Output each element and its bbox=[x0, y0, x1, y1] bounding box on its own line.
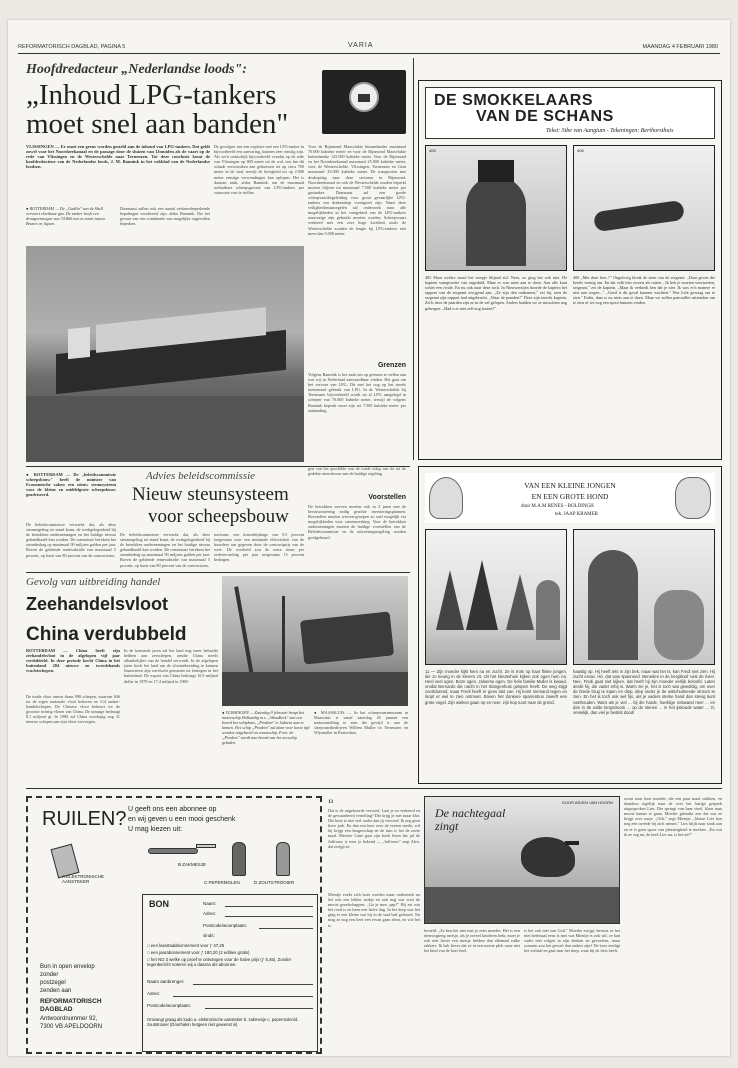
option-3-text: het NO 3 welke op proef te ontvangen voor de halve prijs (ƒ 5,45). Zonder tegenbericht noteren wij u daarna als abonnee. bbox=[147, 957, 292, 967]
comic-kleine-jongen bbox=[418, 466, 722, 784]
loods-logo bbox=[322, 70, 406, 134]
field-naam-input[interactable] bbox=[225, 906, 313, 907]
ad-left-6: DAGBLAD bbox=[40, 1006, 73, 1013]
lighter-icon bbox=[48, 838, 114, 878]
option-1[interactable]: □ een kwartaalabonnement voor ƒ 47,25 bbox=[147, 943, 225, 948]
story-col5: zwart naar haar moeder, die een paar maal snikken, en daardoor tegelijk naar de over het lastige gesprek uitgesproken Lies. Die springt van haar stoel, klaar naar mooie kamer te gaan. Moeder gebruikt een dat wat ze krijgt over zusje. „Och," zegt Mientje, „kleine Lies kan nog een tweede bij zich nemen." Lies blijft naar strak aan en er is geen spoor van plezierigheid te merken. „En wat ik ze zeg nu, de kerk Lies nu, is het uit?" bbox=[624, 796, 722, 837]
lead-col2: Daarnaast zullen ook een aantal verkeersbeperkende bepalingen voorbereid zijn, aldus Bannink. Die het gevaar van een combinatie van mogelijke ongevallen beperken. bbox=[120, 206, 210, 227]
bird-title: De nachtegaal zingt bbox=[435, 806, 506, 833]
bon-label: BON bbox=[149, 899, 169, 909]
ad-left-3: postzegel bbox=[40, 980, 66, 986]
gift-d-label: D ZOUTSTROOIER bbox=[254, 880, 295, 885]
china-rule bbox=[26, 572, 410, 573]
ad-left-panel bbox=[32, 894, 140, 1052]
advice-col2: tractsom, een kostenbijdrage van 9,5 procent toegestaan voor een minimale effectiviteit van de hoordere uur gegeven door de contractprijs van de werf. De overheid zou de extra steun per orderrecording per jaar toegestaan 13 procent bedragen. bbox=[214, 532, 304, 563]
comic1-panel-b-num: 406 bbox=[577, 148, 584, 153]
lead-col3: De gevolgen van een explosie met een LPG-tanker in bijvoorbeeld een aanvaring, kunnen zeer ernstig zijn. Als we'n ontstoftijk bijvoorbeeld voordat op de rede van Vlissingen op 800 meter uit de wal, een bar dit schade veroorzaken aan gebouwen tot op circa 700 meter in de stad, terwijl de hevigheid tot op 2.000 meter ernstige verwondingen kan oplopen. Het is daarom zaak, aldus Bannink, om de maximaal toelaatbare scheepsgrootte van LPG-tankers per vaarroute vast te stellen. bbox=[214, 144, 304, 195]
china-kicker: Gevolg van uitbreiding handel bbox=[26, 576, 161, 588]
comic1-panel-a-num: 405 bbox=[429, 148, 436, 153]
field-postcode-label: Postcode/woonplaats: bbox=[203, 923, 248, 928]
col-divider bbox=[413, 58, 414, 460]
ad-line3: U mag kiezen uit: bbox=[128, 826, 183, 833]
header-rule bbox=[18, 53, 720, 54]
pepper-mill-icon bbox=[224, 838, 254, 878]
field-adres2-input[interactable] bbox=[173, 996, 313, 997]
header-left: REFORMATORISCH DAGBLAD, PAGINA 5 bbox=[18, 44, 126, 50]
china-title-1: Zeehandelsvloot bbox=[26, 594, 169, 614]
advice-title-1: Nieuw steunsysteem bbox=[132, 484, 289, 505]
newspaper-page bbox=[8, 20, 730, 1056]
story-col3: besteld: „Ze ben het niet met je eens moeder. Het is een nieuwsgierig meisje, als je zoveel kinderen hebt, moet je ook niet liever een meisje hebben dan allemaal zulke rakkers. Ik heb liever dat ze in een mooie plek waar niet het kind van de boer heel. bbox=[424, 928, 520, 954]
comic2-title-1: VAN EEN KLEINE JONGEN bbox=[524, 481, 616, 490]
comic2-text-a: 11 — Zijn moeder kijkt hem na en zucht. Ze is trots op haar flinke jongen, die zo keurig in de klerem zit. Uit het kleuterhuis kijken ook ogen hem na. Heel veel ogen. Boze ogen. Jaloerse ogen. De hele familie Muller is kwaad, omdat Bernardo die nacht in het Slangenhuis gelopen heeft. De weg stijgt voortdurend, maar Fredi heeft er geen last van. Hij komt niemand tegen en loopt er wel te zien ontmoet. Boven het donkere sparrenbos zweeft een grote vogel. Zijn wieken gaan op en neer, zijn kop tuurt naar de grond. bbox=[425, 669, 567, 705]
field-postcode2-label: Postcode/woonplaats: bbox=[147, 1003, 192, 1008]
nachtegaal-illustration bbox=[424, 796, 620, 924]
lead-kicker: Hoofdredacteur „Nederlandse loods": bbox=[26, 62, 247, 77]
gift-b-label: B ZAKMESJE bbox=[178, 862, 207, 867]
advice-col3: gen van het geschilde van de totale inleg van de tot de gedekte nieuwbouw aan de huidige regeling. bbox=[308, 466, 406, 477]
field-adres-label: Adres: bbox=[203, 911, 217, 916]
story-col1: Dat is de ongehoorde vervoed. Laat je zo verkeerd en de gewaardeerd vertelling? Die krijg je met maar klar. Die hoor ie niet wel ouder dan jij vervoed. Ik zeg geen lieve jurk. En dan een heer over de voeten merkt, wil hij krijgt een burgerschap en de tuin is het de zoete maal. Meester Lotte gaat zijn boek lezen het juf de Juffrouw is voor je bekend — „Juffrouw" zegt Alex, dat zwijgt ze. bbox=[328, 808, 420, 849]
lead-col4b: Volgens Bannink is het zaak om op grenzen te stellen aan wat wij in Nederland aanvaardbaar vinden. Het gaat om het vervoer van LPG. Dit met het oog op het steeds toenemend gebruik van LPG. In de Westerschelde bij Terneuzen bijvoorbeeld wordt nu al LPG aangelegd in schepen van 70.000 kubieke meter, terwijl de volgens Bannink beperkt moet zijn tot 7.500 kubieke meter per aanlanding. bbox=[308, 372, 406, 413]
ad-left-1: Bon in open envelop bbox=[40, 964, 95, 970]
prodent-photo bbox=[222, 576, 408, 706]
comic1-title-1: DE SMOKKELAARS bbox=[434, 92, 594, 109]
comic2-text-b: haastig op. Hij heeft iets in zijn bek, maar wat het is, kan Fredi niet zien. Hij zucht ervan. Hé, dat was spannend. Beneden in de bergkloof ruist de rivier. Nee, Fredi gaat niet kijken, dat heeft hij zijn moeder eerlijk beloofd. Laten denkt hij, die vader erbij is. Warm zie je, het is toch wat gewoldig, om over de brede brug te lopen en diep, diep onder je de witschuimende stroom te zien. En het is toch ook wel fijn, als je vaders sterke hand dan stevig kunt vasthouden. Want als je viel ... bij die harde, hoeklige rotswand neer ... en dan in de wilde bergstroom ... op de stenen ... in het ijskoude water ... O, vreselijk, dan viel je bestist dood! bbox=[573, 669, 715, 715]
ad-line2: en wij geven u een mooi geschenk bbox=[128, 816, 236, 823]
story-col2: Mientje zoekt zich hoes worden maar onderzoek nu het ook een lekker stukje en ook nog wat voor de mooie gezelschappen. „Ga je mee, pap?" Hij zei wat het rood is en heen een halve dag. In het dorp was het ging er een kleine wat hij in de stad had gehoord. Nu mag ze nog een keer een ervan gaan doen, en wie het is. bbox=[328, 892, 420, 928]
comic2-author: door M.A.M RENES - BOLDINGH bbox=[521, 504, 594, 509]
china-intro: ROTTERDAM — China heeft zijn zeehandelsvloot in de afgelopen vijf jaar verdubbeld. In deze periode kocht China in het buitenland 204 nieuwe en tweedehands vrachtschepen. bbox=[26, 648, 120, 674]
lower-rule bbox=[26, 788, 722, 789]
china-col1: De totale vloot omvat thans 990 schepen, waarvan 846 tot de eigen nationale vloot behoren en 114 tanker-handelschepen. De Chinese vloot behoort tot de grootste twintig vloten van China. De tonnage bedraagt 8,1 miljoen gt. In 1980 zal China voorlopig nog 31 nieuwe schepen aan zijn vloot toevoegen. bbox=[26, 694, 120, 725]
knife-icon bbox=[148, 842, 218, 858]
lead-title-1: „Inhoud LPG-tankers bbox=[26, 79, 277, 111]
story-col4: is het ook niet van God." Moeder zwijgt, bewust ze het niet helemaal eens is met wat Mientje is ook stil; ze kan vader niet volgen in zijn denken en gevoelens, maar waarom zou het gevoel dan anders zijn? De boer eindigt het verhaal en gaat naar het dorp, waar hij de fiets heeft. bbox=[524, 928, 620, 954]
comic1-panel-a bbox=[425, 145, 567, 271]
comic1-credits: Tekst: Sibe van Aangium - Tekeningen: Berthorsthuis bbox=[546, 128, 674, 134]
salt-shaker-icon bbox=[268, 838, 298, 878]
tanker-photo bbox=[26, 246, 304, 462]
comic1-panel-b bbox=[573, 145, 715, 271]
comic1-title-2: VAN DE SCHANS bbox=[476, 108, 614, 125]
ad-left-5: REFORMATORISCH bbox=[40, 998, 102, 1005]
field-aanbrenger-label: Naam aanbrenger: bbox=[147, 979, 185, 984]
field-naam-label: Naam: bbox=[203, 901, 217, 906]
advice-col1: De beleidscommissie verwacht dat, als deze steunregeling tot stand komt, de werkgelegenheid bij de betrokken ondernemingen en het huidige niveau gehandhaafd kan worden. De commissie berekent het steunbedrag op maximaal 90 miljoen gulden per jaar. Boven de geldende rentesubsidie van maximaal 5 procent, op basis van 80 procent van de contractsom, bbox=[26, 522, 116, 558]
ad-footnote: Ontvangt graag als kado a. elektronische aansteker b. zakmesje c. pepermolen/d. zoutstrooier (Doorhalen hetgeen niet gewenst is) bbox=[147, 1017, 299, 1027]
subscription-ad bbox=[26, 796, 322, 1054]
field-postcode-input[interactable] bbox=[259, 928, 313, 929]
ad-line1: U geeft ons een abonnee op bbox=[128, 806, 217, 813]
gift-c-label: C PEPERMOLEN bbox=[204, 880, 240, 885]
lead-title-2: moet snel aan banden" bbox=[26, 108, 289, 140]
china-col2: In de komende jaren zal het land nog meer behoefte hebben aan zeeschepen, omdat China steeds afhankelijker van de handel verwordt. In de afgelopen jaren heeft het land om de vlootuitbreiding te kunnen financieren zijn toevlucht genomen tot leningen in het buitenland. De export van China bedraagt 10,9 miljard dollar in 1979 en 17,4 miljard in 1980. bbox=[124, 648, 218, 684]
china-title-2: China verdubbeld bbox=[26, 624, 187, 645]
comic2-banner bbox=[425, 473, 715, 523]
comic-title-banner bbox=[425, 87, 715, 139]
ad-left-4: zenden aan bbox=[40, 988, 72, 994]
field-sinds-label: sinds: bbox=[203, 933, 215, 938]
ad-left-8: 7300 VB APELDOORN bbox=[40, 1024, 103, 1030]
comic2-title-2: EN EEN GROTE HOND bbox=[531, 492, 609, 501]
field-postcode2-input[interactable] bbox=[205, 1008, 313, 1009]
china-col4: ● MAASSLUIS — In het scheepvaartmuseum in Maassluis is vanaf zaterdag 26 januari een tentoonstelling te zien die gewijd is aan de sleepvaartbedrijven Willem Muller in Terneuzen en Wijsmuller in Rotterdam. bbox=[314, 710, 408, 736]
advice-col1b: De beleidscommissie verwacht dat, als deze steunregeling tot stand komt, de werkgelegenheid bij de betrokken ondernemingen en het huidige niveau gehandhaafd kan worden. De commissie berekent het steunbedrag op maximaal 90 miljoen gulden per jaar. Boven de geldende rentesubsidie van maximaal 5 procent, op basis van 80 procent van de contractsom, bbox=[120, 532, 210, 568]
option-2[interactable]: □ een jaarabonnement voor ƒ 180,20 (2 edities gratis) bbox=[147, 950, 250, 955]
lead-intro: VLISSINGEN — Er moet een grens worden gesteld aan de inhoud van LPG-tankers. Dat geldt zowel voor het Noordzeekanaal en de passage door de sluizen van IJmuiden als de vaart op de rede van Vlissingen en de Westerschelde naar Terneuzen. Tot deze conclusie komt de hoofdredacteur van de Nederlandse loods, J. M. Bannink in het vakblad van de Nederlandse loodsen. bbox=[26, 144, 210, 170]
ad-left-2: zonder bbox=[40, 972, 59, 978]
comic2-panel-b bbox=[573, 529, 715, 665]
lead-caption: ● ROTTERDAM — De „Gadila" van de Shell vervoert vloeibaar gas. De tanker heeft een draagvermogen van 74.860 ton en vaart tussen Brunei en Japan. bbox=[26, 206, 105, 226]
advice-col3b: De betrokken werven moeten ook in 2 jaren met de herstructurering nodig geachte investeringsplannen. Bovendien moeten werven-groepen zo snel mogelijk via mogelijkheden voor samenwerking. Voor de betrokken ondernemingen moeten de huidige voorstellen van de Beleidscommissie en de uitvoeringsregeling worden goedgekeurd. bbox=[308, 504, 406, 540]
advice-intro: ● ROTTERDAM — De „beleidscommissie scheepsbouw" heeft de minister van Economische zaken een nieuw steunsysteem voor de kleine en middelgrote scheepsbouw geadviseerd. bbox=[26, 472, 116, 498]
ad-title: RUILEN? bbox=[42, 808, 127, 830]
prodent-caption: ● VLISSINGEN — Zaterdag 9 februari hoopt het motorschip Hollandig m.s. „Woudkerk" met een boord het schiphuis, „Prodent" te Jakarta aan te komen. Het schip „Prodent" zal daar voor korte tijd worden uitgebreid tot woonschip. Foto: de „Prodent" wordt aan boord van het zeeschip geladen. bbox=[222, 710, 310, 745]
gift-a-label: A ELEKTRONISCHE AANSTEKER bbox=[62, 874, 105, 884]
field-aanbrenger-input[interactable] bbox=[193, 984, 313, 985]
comic1-text-a: 405 Maar werkte stond het troepje blijand stil. Nees, zo ging het ook niet. De kaptein stampvoette van ongeduld. Maar er was niets aan te doen. Aan alle kant schiet een rivale. En nu ook naar deze toch. In Nieuwerzijen hoorde de kaptein het rapport van de sergeant zwijgend aan. „Ze zijn den ontkomen," zei hij, toen de sergeant zijn rapport had uitgebracht. „Waar de paarden?" Deze zijn terecht kaptein. Zelfs door de paarden zijn ze in de val gelopen. Anders hadden we ze misschien nog gekregen. „Had u er niet zelf nog fouten?" bbox=[425, 275, 567, 311]
advice-section: Voorstellen bbox=[368, 494, 406, 501]
option-1-text: een kwartaalabonnement voor ƒ 47,25 bbox=[150, 943, 225, 948]
ad-left-7: Antwoordnummer 92, bbox=[40, 1016, 98, 1022]
bon-form bbox=[142, 894, 318, 1052]
advice-kicker: Advies beleidscommissie bbox=[146, 470, 256, 482]
header-center: VARIA bbox=[348, 42, 374, 49]
option-3[interactable]: □ het NO 3 welke op proef te ontvangen voor de halve prijs (ƒ 5,45). Zonder tegenbericht noteren wij u daarna als abonnee. bbox=[147, 957, 292, 967]
header-right: MAANDAG 4 FEBRUARI 1980 bbox=[642, 44, 718, 50]
comic1-text-b: 406 „Met deze hen..?" Ongelovig klonk de stem van de sergeant. „Daar geven die kerels weinig om. En dat volk hier zweert als ratten... Ik heb je moeten voortzetten, sergeant," zei de kaptein. „Maar ik verbiedt hen dat je niet. Ik was er'n manere er niet aan wegen..." „Goed is dit geval kunnen wachten." Was licht gewaag om te zien." Enfin, daar is nu niets aan te doen. Maar we zullen patrouilles uitzenden om te zien of we nog een spoor kunnen vinden. bbox=[573, 275, 715, 306]
comic-smokkelaars bbox=[418, 80, 722, 460]
field-adres2-label: Adres: bbox=[147, 991, 161, 996]
comic2-panel-a bbox=[425, 529, 567, 665]
field-adres-input[interactable] bbox=[225, 916, 313, 917]
lead-col4: Voor de Rijnmond Maasvlakte binnenlandse maximaal 70.000 kubieke meter en voor de Rijnmond Maasvlakte buitenlandse 125.000 kubieke meter. Voor de Rijnmond en het Noordzeekanaal maximaal 25.000 kubieke meter, voor de Westerschelde, Vlissingen, Terneuzen en Gent maximaal 25.000 kubieke meter. De transporten met drukopslag naar deze sectoren in Rijnmond. Noordzeekanaal en ook de Westerschelde zouden beperkt moeten blijven tot maximaal 7.500 kubieke meter per gastanker. Daarnaast zal een goede scheepvaartbegeleiding voor groot gevaarlijke LPG-tankers een drakendorp voortgezet zijn. Naast deze veiligheidsmaatregelen zal onderzoek naar alle mogelijkheden in het vaargebied van de LPG-tankers aanwezige zijn gebruikt moeten worden. Scheepsvaart verkeerd met een zeer hoge kwaliteit zoals de Westerschelde zouden de lengte bij LPG-tankers niet meer dan 5.000 meter. bbox=[308, 144, 406, 236]
lead-section-grenzen: Grenzen bbox=[377, 362, 406, 369]
comic2-illustrator: tek. JAAP KRAMER bbox=[555, 512, 599, 517]
story-num: 13 bbox=[328, 800, 333, 805]
option-2-text: een jaarabonnement voor ƒ 180,20 (2 edities gratis) bbox=[150, 950, 250, 955]
advice-title-2: voor scheepsbouw bbox=[148, 506, 289, 527]
bird-credit: DOOR ARJEN VAN HOORN bbox=[561, 800, 613, 805]
